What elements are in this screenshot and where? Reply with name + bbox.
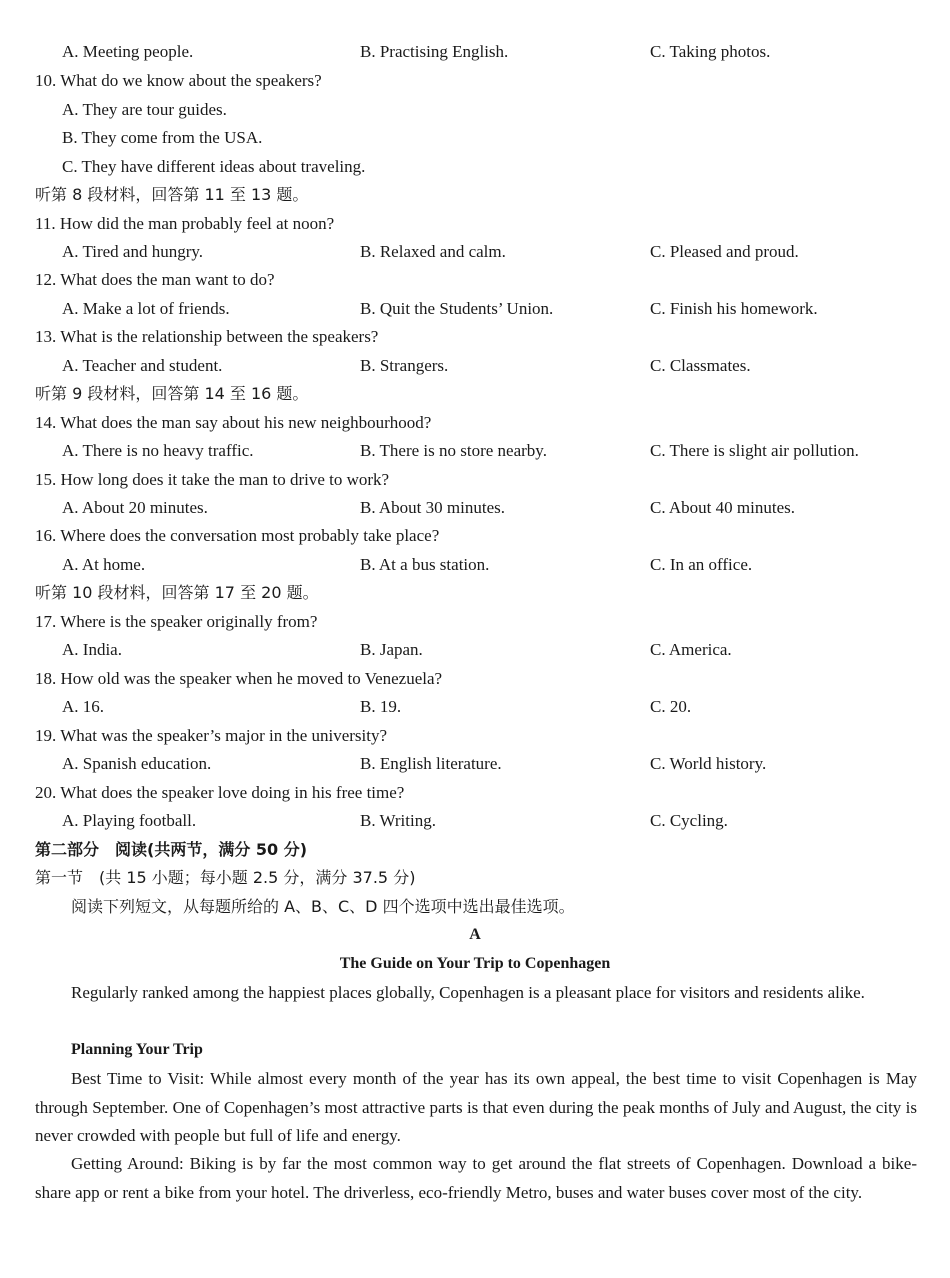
reading-instruction (0, 893, 950, 921)
q14-options-row (0, 437, 950, 465)
section-one-title: 第一节 (共 15 小题；每小题 2.5 分，满分 37.5 分) (35, 868, 416, 887)
q9-option-b: B. Practising English. (360, 42, 509, 61)
q10-option-a-row (0, 96, 950, 124)
q12-option-a: A. Make a lot of friends. (62, 299, 230, 318)
passage-label: A (469, 926, 481, 943)
q20-options-row (0, 807, 950, 835)
q16-option-c: C. In an office. (650, 555, 753, 574)
q13-option-a: A. Teacher and student. (62, 356, 223, 375)
instruction-9-text: 听第 9 段材料，回答第 14 至 16 题。 (35, 384, 309, 403)
passage-intro: Regularly ranked among the happiest places globally, Copenhagen is a pleasant place for visitors and residents alike. (71, 983, 865, 1002)
q18-option-c: C. 20. (650, 697, 692, 716)
q10-option-c: C. They have different ideas about traveling. (62, 157, 366, 176)
passage-label-row (0, 921, 950, 949)
q9-options-row (0, 38, 950, 66)
q17-option-a: A. India. (62, 640, 122, 659)
subhead-row (0, 1036, 950, 1064)
getting-around-paragraph: Getting Around: Biking is by far the most common way to get around the flat streets of Copenhagen. Download a bike-share app or rent a bike from your hotel. The driverless, eco-friendly Metro, buses and water buses cover most of the city. (35, 1154, 917, 1202)
instruction-10-text: 听第 10 段材料，回答第 17 至 20 题。 (35, 583, 319, 602)
q9-option-a: A. Meeting people. (62, 42, 194, 61)
instruction-section-8 (0, 181, 950, 209)
q19-option-a: A. Spanish education. (62, 754, 212, 773)
q14-question (0, 409, 950, 437)
q20-option-b: B. Writing. (360, 811, 436, 830)
q11-option-a: A. Tired and hungry. (62, 242, 204, 261)
q10-option-b: B. They come from the USA. (62, 128, 263, 147)
q16-options-row (0, 551, 950, 579)
q15-option-c: C. About 40 minutes. (650, 498, 795, 517)
q12-options-row (0, 295, 950, 323)
q17-text: 17. Where is the speaker originally from? (35, 612, 318, 631)
part-two-heading (0, 836, 950, 864)
q13-text: 13. What is the relationship between the speakers? (35, 327, 379, 346)
q17-option-c: C. America. (650, 640, 732, 659)
q14-option-b: B. There is no store nearby. (360, 441, 547, 460)
q10-question (0, 67, 950, 95)
best-time-paragraph: Best Time to Visit: While almost every month of the year has its own appeal, the best time to visit Copenhagen is May through September. One of Copenhagen’s most attractive parts is that even during the peak months of July and August, the city is never crowded with people but full of life and energy. (35, 1069, 917, 1145)
q16-text: 16. Where does the conversation most probably take place? (35, 526, 440, 545)
q15-option-b: B. About 30 minutes. (360, 498, 505, 517)
q14-option-a: A. There is no heavy traffic. (62, 441, 254, 460)
q18-text: 18. How old was the speaker when he moved to Venezuela? (35, 669, 443, 688)
q16-question (0, 522, 950, 550)
q10-text: 10. What do we know about the speakers? (35, 71, 322, 90)
q11-option-b: B. Relaxed and calm. (360, 242, 506, 261)
passage-title: The Guide on Your Trip to Copenhagen (339, 955, 611, 972)
q19-question (0, 722, 950, 750)
q15-question (0, 466, 950, 494)
q15-options-row (0, 494, 950, 522)
q17-option-b: B. Japan. (360, 640, 423, 659)
q10-option-b-row (0, 124, 950, 152)
q11-options-row (0, 238, 950, 266)
q13-option-c: C. Classmates. (650, 356, 751, 375)
q18-option-a: A. 16. (62, 697, 105, 716)
q13-option-b: B. Strangers. (360, 356, 449, 375)
q20-option-a: A. Playing football. (62, 811, 197, 830)
q14-option-c: C. There is slight air pollution. (650, 441, 859, 460)
q12-option-b: B. Quit the Students’ Union. (360, 299, 554, 318)
q20-text: 20. What does the speaker love doing in his free time? (35, 783, 405, 802)
section-one-heading (0, 864, 950, 892)
q14-text: 14. What does the man say about his new neighbourhood? (35, 413, 432, 432)
q18-options-row (0, 693, 950, 721)
reading-instruction-text: 阅读下列短文，从每题所给的 A、B、C、D 四个选项中选出最佳选项。 (71, 897, 575, 916)
q10-option-c-row (0, 153, 950, 181)
q11-question (0, 210, 950, 238)
q16-option-a: A. At home. (62, 555, 146, 574)
instruction-section-10 (0, 579, 950, 607)
q12-text: 12. What does the man want to do? (35, 270, 275, 289)
q15-text: 15. How long does it take the man to drive to work? (35, 470, 390, 489)
q12-question (0, 266, 950, 294)
q19-options-row (0, 750, 950, 778)
passage-title-row (0, 950, 950, 978)
q13-question (0, 323, 950, 351)
q17-question (0, 608, 950, 636)
q20-option-c: C. Cycling. (650, 811, 728, 830)
q19-option-b: B. English literature. (360, 754, 502, 773)
q20-question (0, 779, 950, 807)
instruction-8-text: 听第 8 段材料，回答第 11 至 13 题。 (35, 185, 309, 204)
q15-option-a: A. About 20 minutes. (62, 498, 208, 517)
planning-subhead: Planning Your Trip (71, 1041, 203, 1058)
instruction-section-9 (0, 380, 950, 408)
q13-options-row (0, 352, 950, 380)
q18-option-b: B. 19. (360, 697, 402, 716)
q12-option-c: C. Finish his homework. (650, 299, 818, 318)
q19-option-c: C. World history. (650, 754, 767, 773)
q9-option-c: C. Taking photos. (650, 42, 771, 61)
q16-option-b: B. At a bus station. (360, 555, 490, 574)
q17-options-row (0, 636, 950, 664)
q11-text: 11. How did the man probably feel at noon? (35, 214, 335, 233)
part-two-title: 第二部分 阅读(共两节，满分 50 分) (35, 840, 308, 859)
q10-option-a: A. They are tour guides. (62, 100, 227, 119)
q11-option-c: C. Pleased and proud. (650, 242, 799, 261)
q18-question (0, 665, 950, 693)
q19-text: 19. What was the speaker’s major in the university? (35, 726, 388, 745)
